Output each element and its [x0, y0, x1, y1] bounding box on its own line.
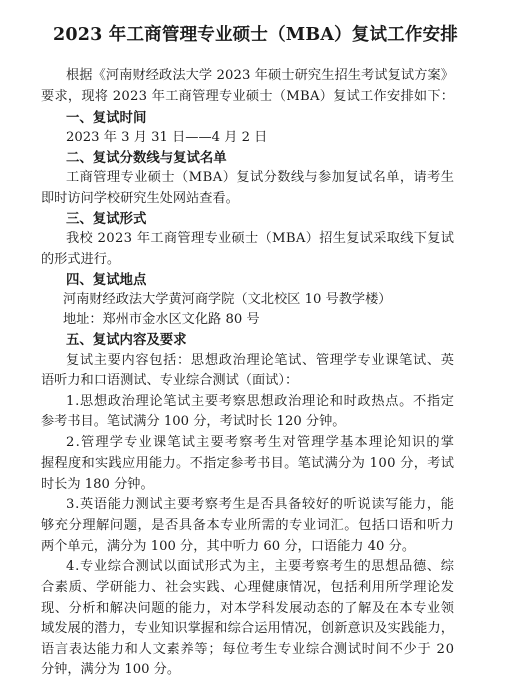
paragraph-line: 4.专业综合测试以面试形式为主，主要考察考生的思想品德、综: [66, 559, 455, 574]
paragraph-line: 我校 2023 年工商管理专业硕士（MBA）招生复试采取线下复试: [66, 231, 455, 246]
section-heading-time: 一、复试时间: [66, 110, 147, 126]
paragraph-line: 参考书目。笔试满分 100 分，考试时长 120 分钟。: [41, 414, 346, 429]
paragraph-line: 2023 年 3 月 31 日——4 月 2 日: [66, 130, 268, 145]
section-heading-score: 二、复试分数线与复试名单: [66, 150, 227, 166]
paragraph-line: 现、分析和解决问题的能力，对本学科发展动态的了解及在本专业领: [41, 601, 455, 616]
paragraph-line: 河南财经政法大学黄河商学院（文北校区 10 号教学楼）: [63, 292, 392, 307]
paragraph-line: 分钟，满分为 100 分。: [41, 662, 181, 677]
paragraph-line: 两个单元，满分为 100 分，其中听力 60 分，口语能力 40 分。: [41, 539, 416, 554]
paragraph-line: 1.思想政治理论笔试主要考察思想政治理论和时政热点。不指定: [66, 394, 455, 409]
paragraph-line: 地址：郑州市金水区文化路 80 号: [63, 312, 260, 327]
paragraph-line: 合素质、学研能力、社会实践、心理健康情况，包括利用所学理论发: [41, 580, 455, 595]
document-title: 2023 年工商管理专业硕士（MBA）复试工作安排: [52, 25, 459, 45]
paragraph-line: 语言表达能力和人文素养等；每位考生专业综合测试时间不少于 20: [41, 642, 455, 657]
paragraph-line: 要求，现将 2023 年工商管理专业硕士（MBA）复试工作安排如下：: [41, 89, 455, 104]
paragraph-line: 复试主要内容包括：思想政治理论笔试、管理学专业课笔试、英: [66, 353, 455, 368]
section-heading-format: 三、复试形式: [66, 211, 147, 227]
paragraph-line: 够充分理解问题，是否具备本专业所需的专业词汇。包括口语和听力: [41, 518, 455, 533]
section-heading-location: 四、复试地点: [66, 272, 147, 288]
paragraph-line: 3.英语能力测试主要考察考生是否具备较好的听说读写能力，能: [66, 497, 455, 512]
paragraph-line: 即时访问学校研究生处网站查看。: [41, 191, 239, 206]
paragraph-line: 域发展的潜力，专业知识掌握和综合运用情况，创新意识及实践能力，: [41, 621, 455, 636]
paragraph-line: 握程度和实践应用能力。不指定参考书目。笔试满分为 100 分，考试: [41, 456, 455, 471]
paragraph-line: 语听力和口语测试、专业综合测试（面试）：: [41, 373, 299, 388]
section-heading-content: 五、复试内容及要求: [66, 332, 187, 348]
paragraph-line: 的形式进行。: [41, 252, 121, 267]
paragraph-line: 时长为 180 分钟。: [41, 477, 154, 492]
paragraph-line: 工商管理专业硕士（MBA）复试分数线与参加复试名单，请考生: [66, 170, 455, 185]
paragraph-line: 2.管理学专业课笔试主要考察考生对管理学基本理论知识的掌: [66, 435, 456, 450]
paragraph-line: 根据《河南财经政法大学 2023 年硕士研究生招生考试复试方案》: [66, 68, 455, 83]
